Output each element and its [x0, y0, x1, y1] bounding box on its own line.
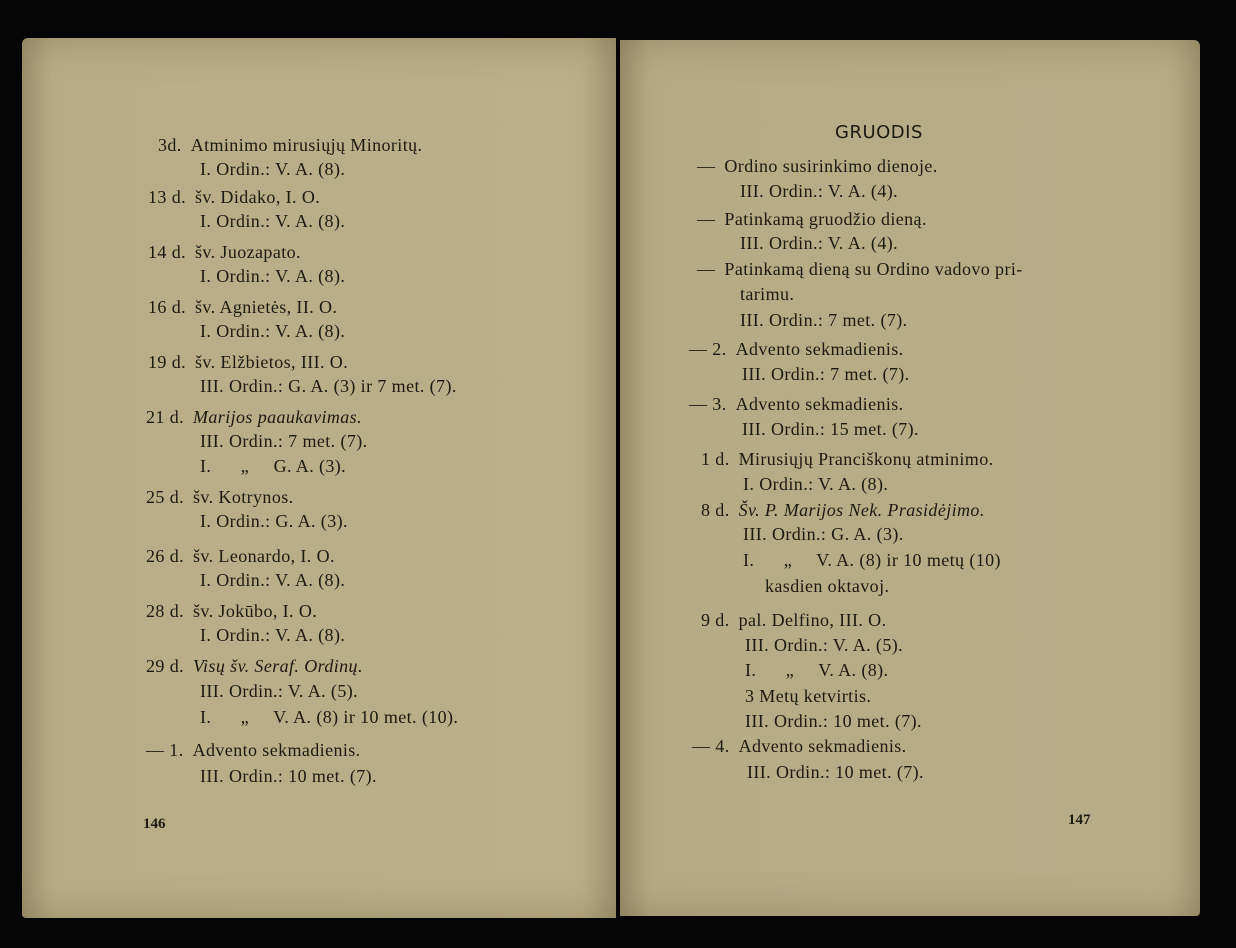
- entry-line: [697, 155, 938, 177]
- entry-date: —: [697, 209, 716, 229]
- entry-indulgence: III. Ordin.: 10 met. (7).: [745, 711, 922, 731]
- entry-line: [200, 765, 377, 787]
- entry-line: [740, 232, 898, 254]
- entry-line: [200, 375, 457, 397]
- entry-indulgence: 3 Metų ketvirtis.: [745, 686, 872, 706]
- entry-line: [200, 430, 368, 452]
- entry-title: Patinkamą gruodžio dieną.: [724, 209, 927, 229]
- entry-title: Marijos paaukavimas.: [193, 407, 362, 427]
- entry-indulgence: III. Ordin.: 10 met. (7).: [747, 762, 924, 782]
- entry-title: šv. Agnietės, II. O.: [195, 297, 338, 317]
- entry-line: [146, 655, 363, 677]
- entry-date: — 2.: [689, 339, 727, 359]
- entry-indulgence: III. Ordin.: 10 met. (7).: [200, 766, 377, 786]
- entry-line: [146, 406, 362, 428]
- entry-line: [745, 685, 871, 707]
- entry-line: [200, 680, 358, 702]
- entry-date: 1 d.: [701, 449, 730, 469]
- entry-title: Advento sekmadienis.: [192, 740, 361, 760]
- entry-line: [148, 351, 348, 373]
- entry-line: [740, 180, 898, 202]
- entry-date: 3d.: [158, 135, 182, 155]
- entry-indulgence: I. Ordin.: V. A. (8).: [200, 321, 346, 341]
- entry-indulgence: I. Ordin.: V. A. (8).: [200, 570, 346, 590]
- entry-line: [200, 158, 345, 180]
- entry-title: Patinkamą dieną su Ordino vadovo pri-: [724, 259, 1023, 279]
- entry-line: [200, 624, 345, 646]
- entry-date: 29 d.: [146, 656, 184, 676]
- entry-indulgence: III. Ordin.: 7 met. (7).: [742, 364, 910, 384]
- entry-line: [742, 363, 910, 385]
- entry-date: — 1.: [146, 740, 184, 760]
- entry-date: — 3.: [689, 394, 727, 414]
- entry-date: 16 d.: [148, 297, 186, 317]
- entry-line: [200, 510, 348, 532]
- entry-indulgence: III. Ordin.: V. A. (5).: [200, 681, 359, 701]
- entry-line: [146, 486, 294, 508]
- entry-line: [745, 634, 903, 656]
- entry-date: 19 d.: [148, 352, 186, 372]
- entry-date: —: [697, 259, 716, 279]
- entry-title: Advento sekmadienis.: [735, 394, 904, 414]
- entry-line: [148, 186, 320, 208]
- entry-line: [689, 338, 904, 360]
- entry-date: 8 d.: [701, 500, 730, 520]
- entry-title: šv. Elžbietos, III. O.: [195, 352, 349, 372]
- entry-line: [765, 575, 889, 597]
- entry-date: 9 d.: [701, 610, 730, 630]
- entry-indulgence: III. Ordin.: 15 met. (7).: [742, 419, 919, 439]
- entry-indulgence: I. „ V. A. (8) ir 10 metų (10): [743, 550, 1001, 570]
- entry-line: [701, 448, 994, 470]
- entry-date: 26 d.: [146, 546, 184, 566]
- entry-line: [701, 499, 985, 521]
- entry-indulgence: I. Ordin.: V. A. (8).: [200, 266, 346, 286]
- entry-indulgence: III. Ordin.: 7 met. (7).: [740, 310, 908, 330]
- entry-line: [158, 134, 422, 156]
- entry-line: [200, 569, 345, 591]
- entry-line: [747, 761, 924, 783]
- entry-line: [146, 545, 335, 567]
- entry-line: [146, 739, 361, 761]
- entry-indulgence: III. Ordin.: V. A. (4).: [740, 233, 899, 253]
- entry-indulgence: tarimu.: [740, 284, 795, 304]
- entry-line: [697, 208, 927, 230]
- entry-title: šv. Juozapato.: [195, 242, 301, 262]
- entry-date: 21 d.: [146, 407, 184, 427]
- entry-line: [740, 309, 908, 331]
- entry-indulgence: I. Ordin.: V. A. (8).: [743, 474, 889, 494]
- entry-line: [742, 418, 919, 440]
- entry-indulgence: III. Ordin.: G. A. (3).: [743, 524, 904, 544]
- entry-indulgence: III. Ordin.: V. A. (5).: [745, 635, 904, 655]
- entry-title: šv. Leonardo, I. O.: [193, 546, 335, 566]
- entry-title: šv. Jokūbo, I. O.: [193, 601, 318, 621]
- entry-indulgence: III. Ordin.: 7 met. (7).: [200, 431, 368, 451]
- entry-indulgence: kasdien oktavoj.: [765, 576, 890, 596]
- entry-title: šv. Didako, I. O.: [195, 187, 321, 207]
- entry-line: [745, 659, 888, 681]
- entry-title: pal. Delfino, III. O.: [738, 610, 887, 630]
- entry-title: Šv. P. Marijos Nek. Prasidėjimo.: [738, 500, 985, 520]
- entry-line: [697, 258, 1023, 280]
- entry-line: [701, 609, 886, 631]
- entry-date: 28 d.: [146, 601, 184, 621]
- entry-indulgence: I. Ordin.: V. A. (8).: [200, 211, 346, 231]
- entry-date: 14 d.: [148, 242, 186, 262]
- page-number-right: 147: [1068, 812, 1091, 828]
- entry-line: [200, 455, 346, 477]
- entry-line: [692, 735, 907, 757]
- entry-line: [148, 241, 301, 263]
- entry-line: [148, 296, 337, 318]
- entry-title: Advento sekmadienis.: [738, 736, 907, 756]
- entry-title: Ordino susirinkimo dienoje.: [724, 156, 938, 176]
- entry-line: [689, 393, 904, 415]
- entry-line: [146, 600, 317, 622]
- entry-title: Visų šv. Seraf. Ordinų.: [193, 656, 363, 676]
- entry-indulgence: I. „ G. A. (3).: [200, 456, 347, 476]
- entry-line: [200, 320, 345, 342]
- entry-line: [743, 473, 888, 495]
- entry-date: —: [697, 156, 716, 176]
- entry-line: [200, 265, 345, 287]
- entry-indulgence: I. „ V. A. (8) ir 10 met. (10).: [200, 707, 459, 727]
- entry-indulgence: I. „ V. A. (8).: [745, 660, 889, 680]
- entry-date: 25 d.: [146, 487, 184, 507]
- entry-line: [745, 710, 922, 732]
- entry-line: [740, 283, 794, 305]
- entry-line: [743, 549, 1001, 571]
- entry-date: 13 d.: [148, 187, 186, 207]
- entry-line: [743, 523, 904, 545]
- entry-title: Mirusiųjų Pranciškonų atminimo.: [738, 449, 994, 469]
- entry-indulgence: III. Ordin.: G. A. (3) ir 7 met. (7).: [200, 376, 457, 396]
- page-number-left: 146: [143, 816, 166, 832]
- entry-indulgence: III. Ordin.: V. A. (4).: [740, 181, 899, 201]
- entry-line: [200, 210, 345, 232]
- entry-title: šv. Kotrynos.: [193, 487, 294, 507]
- entry-title: Advento sekmadienis.: [735, 339, 904, 359]
- entry-indulgence: I. Ordin.: G. A. (3).: [200, 511, 348, 531]
- entry-indulgence: I. Ordin.: V. A. (8).: [200, 159, 346, 179]
- entry-date: — 4.: [692, 736, 730, 756]
- month-heading: GRUODIS: [835, 122, 923, 143]
- entry-indulgence: I. Ordin.: V. A. (8).: [200, 625, 346, 645]
- entry-title: Atminimo mirusiųjų Minoritų.: [190, 135, 423, 155]
- entry-line: [200, 706, 458, 728]
